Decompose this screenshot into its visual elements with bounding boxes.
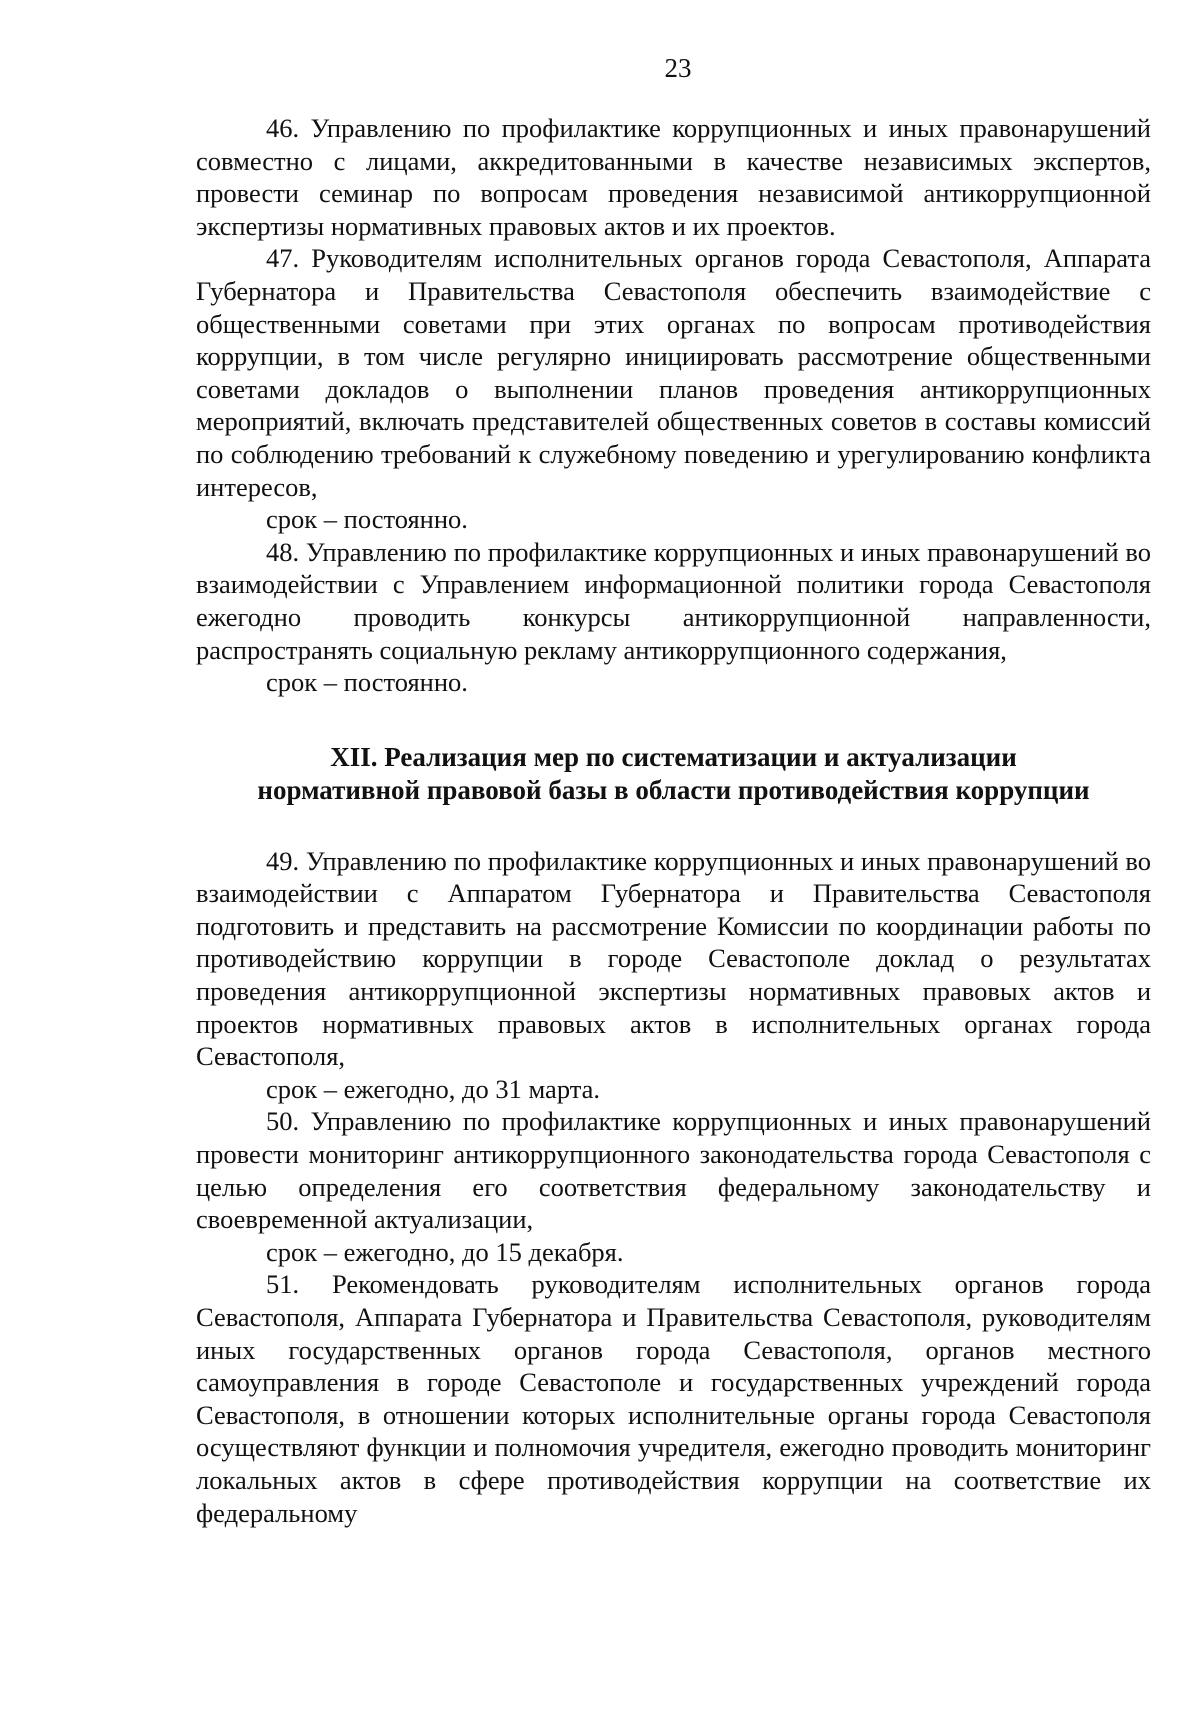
deadline-47: срок – постоянно. [266, 504, 468, 535]
paragraph-47: 47. Руководителям исполнительных органов города Севастополя, Аппарата Губернатора и Правительства Севастополя обеспечить взаимодействие с общественными советами при этих органах по вопросам противодействия коррупции, в том числе регулярно инициировать рассмотрение общественными советами докладов о выполнении планов проведения антикоррупционных мероприятий, включать представителей общественных советов в составы комиссий по соблюдению требований к служебному поведению и урегулированию конфликта интересов, [196, 243, 1151, 502]
paragraph-50: 50. Управлению по профилактике коррупционных и иных правонарушений провести мониторинг антикоррупционного законодательства города Севастополя с целью определения его соответствия федеральному законодательству и своевременной актуализации, [196, 1106, 1151, 1235]
paragraph-49: 49. Управлению по профилактике коррупционных и иных правонарушений во взаимодействии с Аппаратом Губернатора и Правительства Севастополя подготовить и представить на рассмотрение Комиссии по координации работы по противодействию коррупции в городе Севастополе доклад о результатах проведения антикоррупционной экспертизы нормативных правовых актов и проектов нормативных правовых актов в исполнительных органах города Севастополя, [196, 845, 1151, 1072]
section-heading [196, 741, 1151, 807]
page-number: 23 [664, 53, 692, 83]
deadline-50: срок – ежегодно, до 15 декабря. [266, 1236, 624, 1267]
document-body [196, 112, 1151, 1529]
paragraph-46: 46. Управлению по профилактике коррупционных и иных правонарушений совместно с лицами, аккредитованными в качестве независимых экспертов, провести семинар по вопросам проведения независимой антикоррупционной экспертизы нормативных правовых актов и их проектов. [196, 113, 1151, 241]
deadline-48: срок – постоянно. [266, 667, 468, 698]
deadline-49: срок – ежегодно, до 31 марта. [266, 1073, 601, 1104]
paragraph-51: 51. Рекомендовать руководителям исполнительных органов города Севастополя, Аппарата Губернатора и Правительства Севастополя, руководителям иных государственных органов города Севастополя, органов местного самоуправления в городе Севастополе и государственных учреждений города Севастополя, в отношении которых исполнительные органы города Севастополя осуществляют функции и полномочия учредителя, ежегодно проводить мониторинг локальных актов в сфере противодействия коррупции на соответствие их федеральному [196, 1269, 1151, 1528]
section-heading-line-1: XII. Реализация мер по систематизации и актуализации [330, 741, 1017, 772]
section-heading-line-2: нормативной правовой базы в области противодействия коррупции [257, 774, 1090, 805]
paragraph-48: 48. Управлению по профилактике коррупционных и иных правонарушений во взаимодействии с Управлением информационной политики города Севастополя ежегодно проводить конкурсы антикоррупционной направленности, распространять социальную рекламу антикоррупционного содержания, [196, 536, 1151, 665]
